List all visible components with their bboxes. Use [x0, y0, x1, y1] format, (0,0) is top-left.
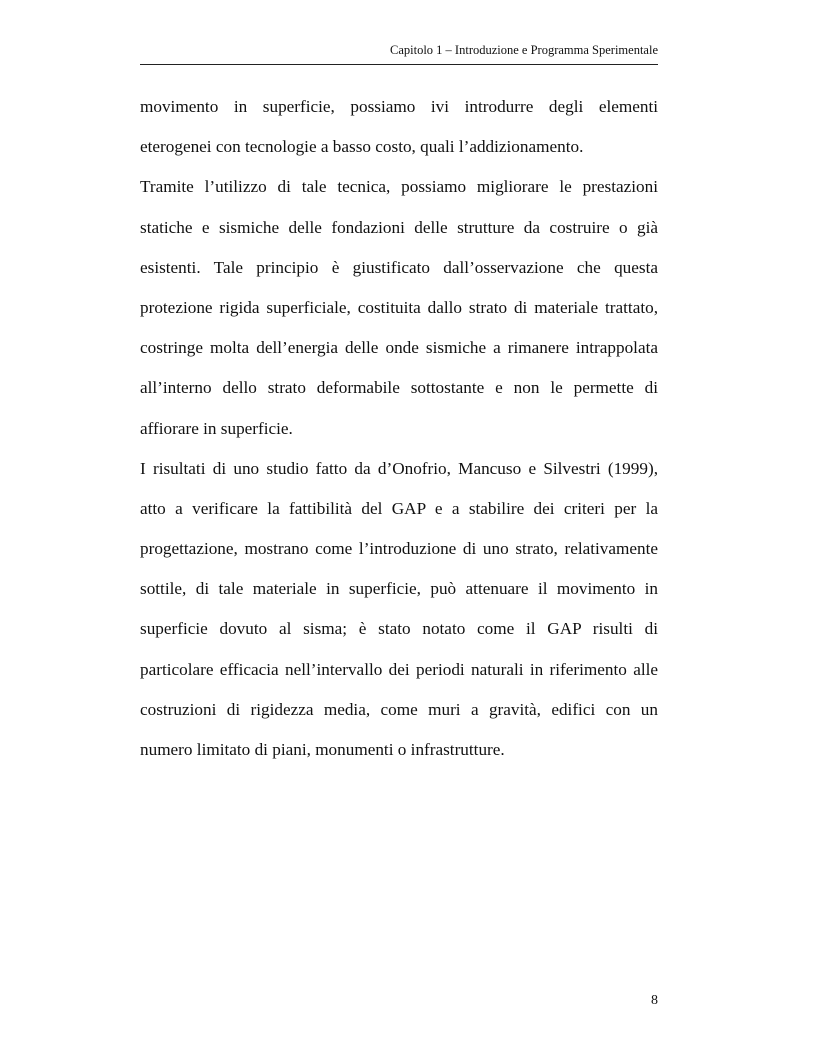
page-number: 8 [651, 993, 658, 1008]
text-line: particolare efficacia nell’intervallo dei periodi naturali in riferimento alle [140, 659, 658, 679]
body-text [140, 87, 658, 770]
text-line: all’interno dello strato deformabile sottostante e non le permette di [140, 378, 658, 398]
running-header-title: Capitolo 1 – Introduzione e Programma Sperimentale [390, 43, 658, 57]
text-line: costringe molta dell’energia delle onde sismiche a rimanere intrappolata [140, 338, 658, 358]
text-line: statiche e sismiche delle fondazioni delle strutture da costruire o già [140, 217, 658, 237]
text-line: I risultati di uno studio fatto da d’Onofrio, Mancuso e Silvestri (1999), [140, 458, 658, 478]
text-line: esistenti. Tale principio è giustificato dall’osservazione che questa [140, 257, 658, 277]
text-line: protezione rigida superficiale, costituita dallo strato di materiale trattato, [140, 297, 658, 317]
text-line: superficie dovuto al sisma; è stato notato come il GAP risulti di [140, 619, 658, 639]
text-line: progettazione, mostrano come l’introduzione di uno strato, relativamente [140, 539, 658, 559]
text-line: movimento in superficie, possiamo ivi introdurre degli elementi [140, 97, 658, 116]
text-line: affiorare in superficie. [140, 418, 293, 438]
text-line: Tramite l’utilizzo di tale tecnica, possiamo migliorare le prestazioni [140, 177, 658, 197]
text-line: costruzioni di rigidezza media, come muri a gravità, edifici con un [140, 699, 658, 719]
text-line: numero limitato di piani, monumenti o infrastrutture. [140, 740, 505, 759]
text-line: eterogenei con tecnologie a basso costo, quali l’addizionamento. [140, 137, 584, 157]
text-line: sottile, di tale materiale in superficie, può attenuare il movimento in [140, 579, 658, 599]
running-header [140, 40, 658, 65]
text-line: atto a verificare la fattibilità del GAP e a stabilire dei criteri per la [140, 498, 658, 518]
